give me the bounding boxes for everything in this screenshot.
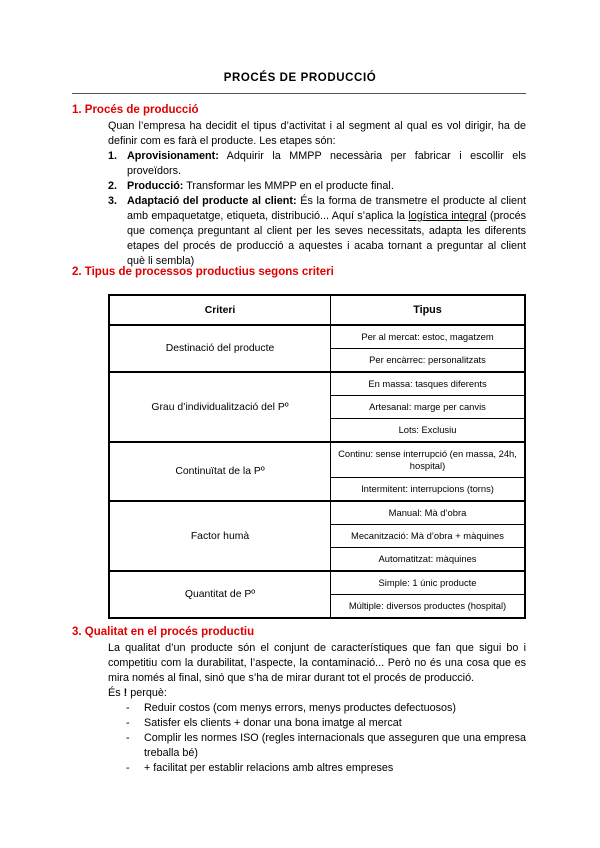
table-row: Per encàrrec: personalitzats [109,349,525,373]
table-row: Lots: Exclusiu [109,419,525,443]
section-3-heading: 3. Qualitat en el procés productiu [72,626,255,638]
section-3-intro: La qualitat d’un producte són el conjunt de característiques que fan que sigui bo i competitiu com la durabilitat, l’aspecte, la contaminació... Però no és una cosa que es mira només al final, sinó que s’ha de mirar durant tot el procés de producció. [108,642,526,684]
section-1-heading: 1. Procés de producció [72,104,199,116]
table-row: Destinació del producte Per al mercat: estoc, magatzem [109,325,525,349]
column-header-tipus: Tipus [331,295,526,325]
section-3-why: És ! perquè: [108,687,167,699]
section-2-heading: 2. Tipus de processos productius segons criteri [72,266,334,278]
list-item: - Complir les normes ISO (regles internacionals que asseguren que una empresa treballa bé) [126,732,526,759]
table-row: Automatitzat: màquines [109,548,525,572]
table-row: Grau d’individualització del Pº En massa: tasques diferents [109,372,525,396]
list-item: 3. Adaptació del producte al client: És la forma de transmetre el producte al client amb empaquetatge, etiqueta, distribució... Aquí s’aplica la logística integral (procés que comença preguntant al client per les seves necessitats, adapta les diferents etapes del procés de producció a aquestes i acaba tornant a preguntar al client què li sembla) [108,195,526,267]
list-item: - Satisfer els clients + donar una bona imatge al mercat [126,717,402,729]
table-row: Artesanal: marge per canvis [109,396,525,419]
quality-reasons-list [108,701,526,776]
criteria-table [108,294,526,619]
table-row: Quantitat de Pº Simple: 1 únic producte [109,571,525,595]
table-row: Múltiple: diversos productes (hospital) [109,595,525,619]
page-title: PROCÉS DE PRODUCCIÓ [223,72,377,84]
list-item: 1. Aprovisionament: Adquirir la MMPP necessària per fabricar i escollir els proveïdors. [108,150,526,177]
table-row: Intermitent: interrupcions (torns) [109,478,525,502]
production-steps-list [108,149,526,269]
table-row: Continuïtat de la Pº Continu: sense interrupció (en massa, 24h, hospital) [109,442,525,478]
table-row: Factor humà Manual: Mà d’obra [109,501,525,525]
section-1-intro: Quan l’empresa ha decidit el tipus d’activitat i al segment al qual es vol dirigir, ha de definir com es farà el producte. Les etapes són: [108,120,526,147]
list-item: - + facilitat per establir relacions amb altres empreses [126,762,394,774]
title-divider [72,93,526,94]
column-header-criteri: Criteri [109,295,331,325]
list-item: - Reduir costos (com menys errors, menys productes defectuosos) [126,702,457,714]
list-item: 2. Producció: Transformar les MMPP en el producte final. [108,180,394,192]
table-row: Mecanització: Mà d’obra + màquines [109,525,525,548]
logistica-integral-link: logística integral [408,210,487,222]
